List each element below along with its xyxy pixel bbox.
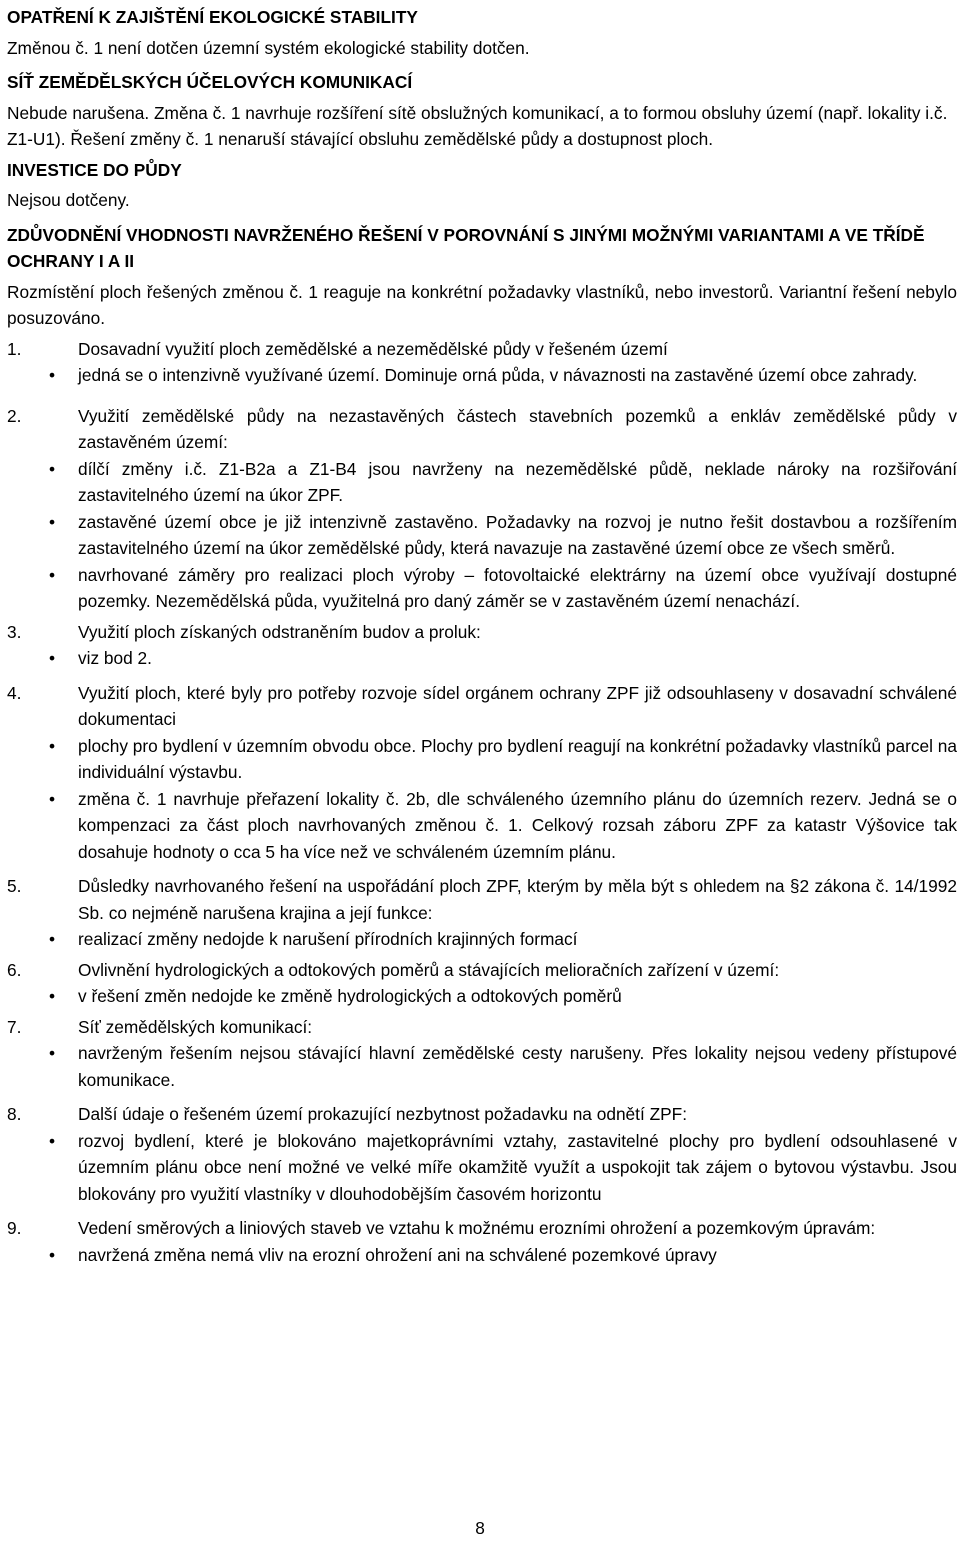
list-item: [7, 336, 957, 363]
bullet-icon: •: [49, 986, 56, 1006]
list-item: [7, 1215, 957, 1242]
item-text: Další údaje o řešeném území prokazující nezbytnost požadavku na odnětí ZPF:: [78, 1104, 688, 1124]
bullet-text: navržená změna nemá vliv na erozní ohrožení ani na schválené pozemkové úpravy: [78, 1244, 717, 1265]
item-number: 5.: [7, 876, 22, 896]
bullet-icon: •: [49, 458, 56, 479]
item-number: 4.: [7, 682, 22, 703]
list-item: [7, 957, 957, 984]
bullet-icon: •: [49, 929, 56, 949]
bullet-item: [7, 562, 957, 615]
item-text: Důsledky navrhovaného řešení na uspořádání ploch ZPF, kterým by měla být s ohledem na §2 zákona č. 14/1992 Sb. co nejméně narušena krajina a její funkce:: [78, 876, 957, 923]
bullet-text: jedná se o intenzivně využívané území. Dominuje orná půda, v návaznosti na zastavěné území obce zahrady.: [78, 365, 918, 385]
bullet-item: [7, 362, 957, 389]
page-number: 8: [475, 1518, 485, 1538]
bullet-text: v řešení změn nedojde ke změně hydrologických a odtokových poměrů: [78, 986, 622, 1006]
bullet-text: realizací změny nedojde k narušení přírodních krajinných formací: [78, 929, 578, 949]
bullet-item: [7, 983, 957, 1010]
bullet-icon: •: [49, 1244, 56, 1265]
list-item: [7, 1014, 957, 1041]
bullet-item: [7, 1040, 957, 1093]
list-item: [7, 1101, 957, 1128]
section-text: Nejsou dotčeny.: [7, 190, 130, 210]
section-text: Rozmístění ploch řešených změnou č. 1 reaguje na konkrétní požadavky vlastníků, nebo investorů. Variantní řešení nebylo posuzováno.: [7, 281, 957, 328]
item-number: 8.: [7, 1104, 22, 1124]
bullet-item: [7, 926, 957, 953]
section-heading: ZDŮVODNĚNÍ VHODNOSTI NAVRŽENÉHO ŘEŠENÍ V POROVNÁNÍ S JINÝMI MOŽNÝMI VARIANTAMI A VE TŘÍDĚ OCHRANY I A II: [7, 224, 925, 271]
section-heading: OPATŘENÍ K ZAJIŠTĚNÍ EKOLOGICKÉ STABILITY: [7, 7, 418, 27]
bullet-icon: •: [49, 365, 56, 385]
bullet-item: [7, 456, 957, 509]
bullet-item: [7, 509, 957, 562]
bullet-text: změna č. 1 navrhuje přeřazení lokality č. 2b, dle schváleného územního plánu do územních rezerv. Jedná se o kompenzaci za část ploch navrhovaných změnou č. 1. Celkový rozsah záboru ZPF za katastr Výšovice tak dosahuje hodnoty o cca 5 ha více než ve schváleném územním plánu.: [78, 788, 957, 862]
bullet-icon: •: [49, 735, 56, 756]
section-heading: INVESTICE DO PŮDY: [7, 159, 182, 180]
item-number: 7.: [7, 1016, 22, 1037]
bullet-item: [7, 786, 957, 866]
list-item: [7, 873, 957, 926]
section-heading: SÍŤ ZEMĚDĚLSKÝCH ÚČELOVÝCH KOMUNIKACÍ: [7, 72, 413, 92]
bullet-icon: •: [49, 648, 56, 668]
bullet-text: rozvoj bydlení, které je blokováno majetkoprávními vztahy, zastavitelné plochy pro bydlení odsouhlasené v územním plánu obce není možné ve velké míře okamžitě využít a uspokojit tak zájem o bytovou výstavbu. Jsou blokovány pro využití vlastníky v dlouhodobějším časovém horizontu: [78, 1130, 957, 1204]
item-text: Ovlivnění hydrologických a odtokových poměrů a stávajících melioračních zařízení v území:: [78, 959, 780, 980]
bullet-item: [7, 733, 957, 786]
section-text: Změnou č. 1 není dotčen územní systém ekologické stability dotčen.: [7, 37, 530, 58]
item-text: Dosavadní využití ploch zemědělské a nezemědělské půdy v řešeném území: [78, 338, 668, 359]
list-item: [7, 680, 957, 733]
item-number: 6.: [7, 959, 22, 980]
item-number: 1.: [7, 338, 22, 359]
bullet-icon: •: [49, 511, 56, 532]
item-text: Využití ploch získaných odstraněním budov a proluk:: [78, 621, 481, 642]
bullet-icon: •: [49, 1043, 56, 1063]
bullet-text: navrženým řešením nejsou stávající hlavní zemědělské cesty narušeny. Přes lokality nejsou vedeny přístupové komunikace.: [78, 1043, 957, 1090]
bullet-text: viz bod 2.: [78, 648, 152, 668]
bullet-icon: •: [49, 564, 56, 585]
bullet-text: zastavěné území obce je již intenzivně zastavěno. Požadavky na rozvoj je nutno řešit dostavbou a rozšířením zastavitelného území na úkor zemědělské půdy, která navazuje na zastavěné území obce ze všech směrů.: [78, 511, 957, 558]
document-page: [7, 4, 957, 1268]
bullet-icon: •: [49, 788, 56, 809]
item-text: Využití ploch, které byly pro potřeby rozvoje sídel orgánem ochrany ZPF již odsouhlaseny v dosavadní schválené dokumentaci: [78, 682, 957, 729]
bullet-icon: •: [49, 1130, 56, 1151]
bullet-item: [7, 645, 957, 672]
bullet-text: dílčí změny i.č. Z1-B2a a Z1-B4 jsou navrženy na nezemědělské půdě, neklade nároky na rozšiřování zastavitelného území na úkor ZPF.: [78, 458, 957, 505]
section-text: Nebude narušena. Změna č. 1 navrhuje rozšíření sítě obslužných komunikací, a to formou obsluhy území (např. lokality i.č. Z1-U1). Řešení změny č. 1 nenaruší stávající obsluhu zemědělské půdy a dostupnost ploch.: [7, 102, 948, 149]
bullet-item: [7, 1242, 957, 1269]
item-text: Využití zemědělské půdy na nezastavěných částech stavebních pozemků a enkláv zemědělské půdy v zastavěném území:: [78, 405, 957, 452]
item-number: 9.: [7, 1218, 22, 1238]
item-number: 3.: [7, 621, 22, 642]
bullet-item: [7, 1128, 957, 1208]
list-item: [7, 619, 957, 646]
item-text: Vedení směrových a liniových staveb ve vztahu k možnému erozními ohrožení a pozemkovým úpravám:: [78, 1218, 876, 1238]
list-item: [7, 403, 957, 456]
bullet-text: plochy pro bydlení v územním obvodu obce. Plochy pro bydlení reagují na konkrétní požadavky vlastníků parcel na individuální výstavbu.: [78, 735, 957, 782]
bullet-text: navrhované záměry pro realizaci ploch výroby – fotovoltaické elektrárny na území obce využívají dostupné pozemky. Nezemědělská půda, využitelná pro daný záměr se v zastavěném území nenachází.: [78, 564, 957, 611]
item-text: Síť zemědělských komunikací:: [78, 1016, 313, 1037]
item-number: 2.: [7, 405, 22, 426]
